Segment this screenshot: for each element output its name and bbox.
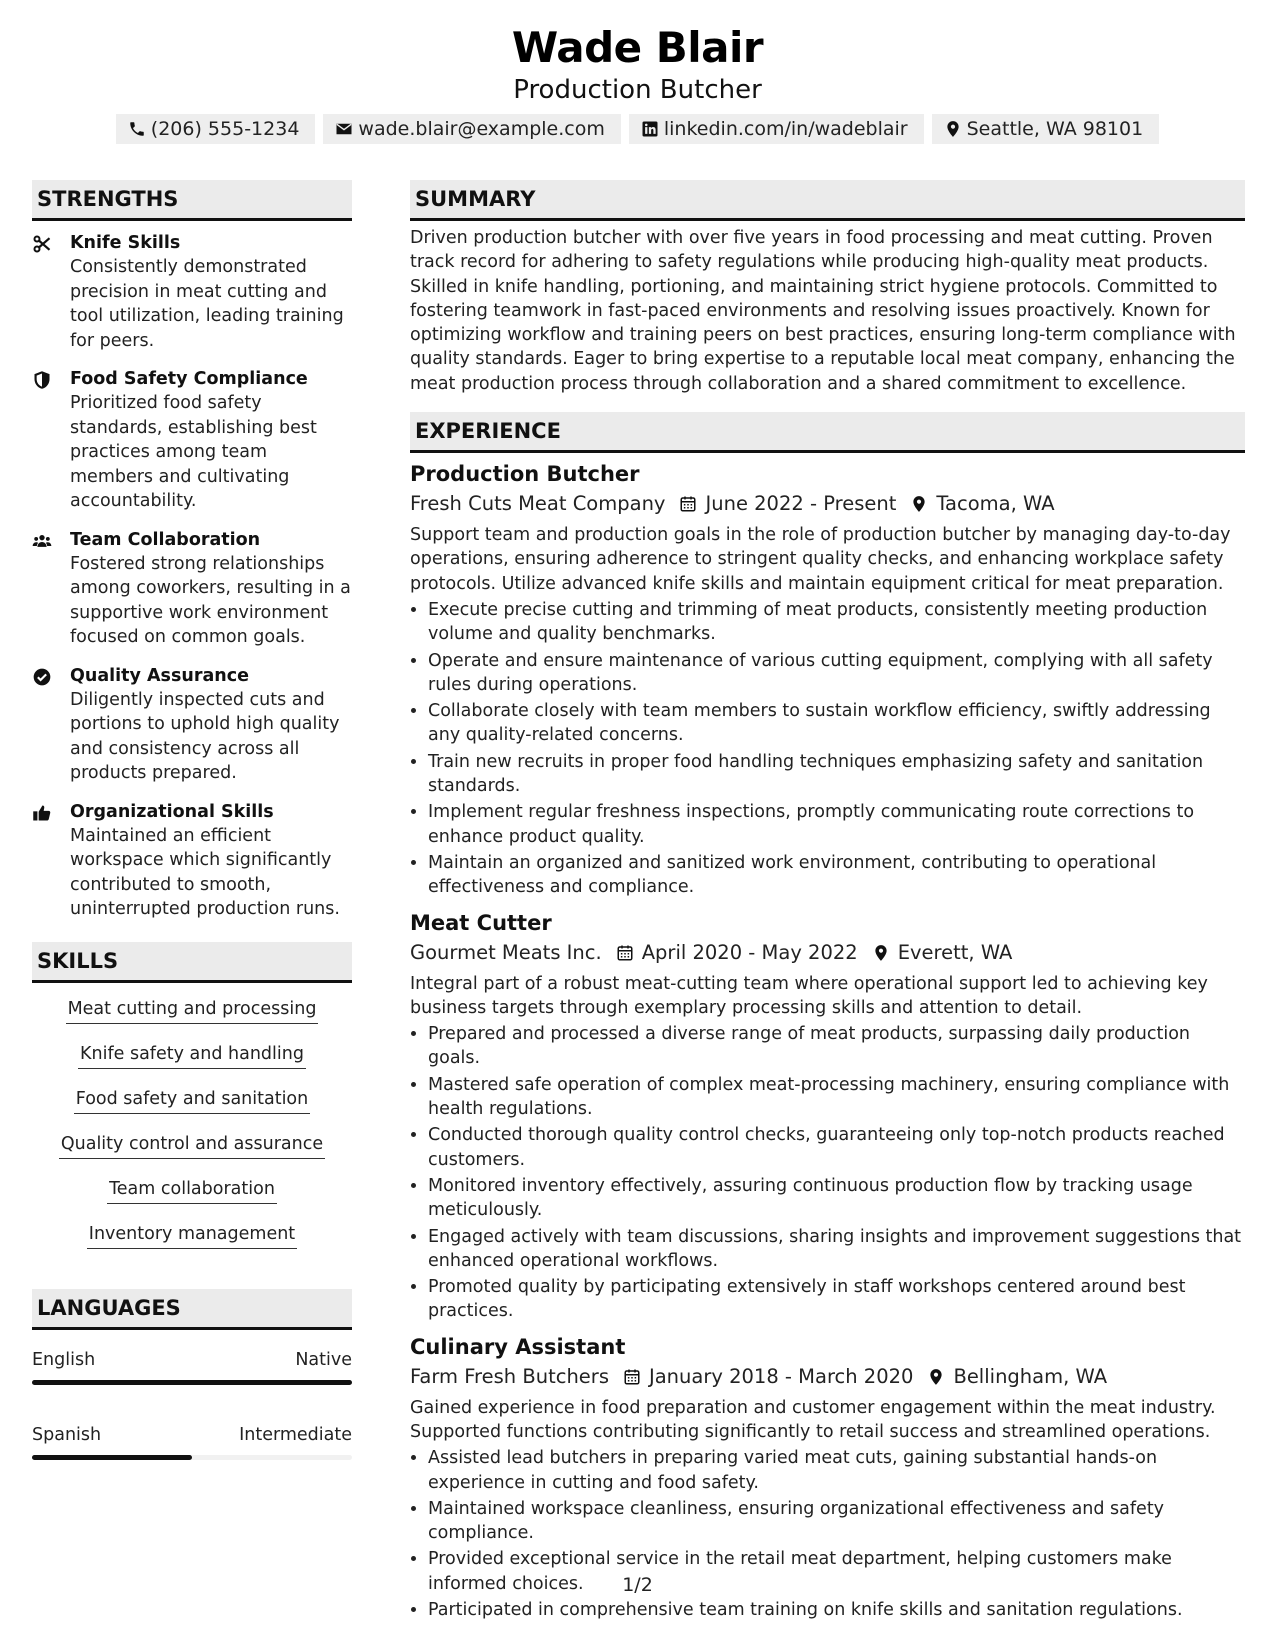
linkedin-icon: [641, 120, 659, 138]
job-meta: [410, 489, 1245, 519]
job-bullet: • Provided exceptional service in the retail meat department, helping customers make informed choices.: [428, 1547, 1245, 1596]
job-bullet: • Engaged actively with team discussions, sharing insights and improvement suggestions that enhanced operational workflows.: [428, 1225, 1245, 1274]
resume-header: [0, 22, 1275, 144]
phone-icon: [128, 120, 146, 138]
map-pin-icon: [910, 495, 928, 513]
job-title: Culinary Assistant: [410, 1334, 626, 1359]
shield-icon: [32, 370, 52, 390]
strength-item: [32, 367, 352, 514]
thumbs-up-icon: [32, 803, 52, 823]
skill-tag: Quality control and assurance: [59, 1132, 325, 1159]
strength-item: [32, 664, 352, 786]
job-location: Everett, WA: [897, 940, 1013, 964]
strength-title: Quality Assurance: [70, 665, 249, 686]
strengths-heading: STRENGTHS: [32, 180, 352, 221]
language-proficiency-bar: [32, 1455, 352, 1460]
language-proficiency-bar: [32, 1380, 352, 1385]
languages-list: [32, 1348, 352, 1460]
skill-tag: Food safety and sanitation: [74, 1087, 310, 1114]
skill-tag: Knife safety and handling: [78, 1042, 306, 1069]
job-description: Support team and production goals in the role of production butcher by managing day-to-day operations, ensuring adherence to stringent quality checks, and enhancing workplace safety protocols. Utilize advanced knife skills and maintain equipment critical for meat preparation.: [410, 525, 1231, 594]
job-dates: June 2022 - Present: [705, 492, 897, 516]
strength-title: Team Collaboration: [70, 529, 261, 550]
skill-tag: Inventory management: [87, 1222, 297, 1249]
left-column: [32, 180, 352, 1498]
map-pin-icon: [872, 944, 890, 962]
right-column: [410, 180, 1245, 1630]
job-bullet: • Participated in comprehensive team training on knife skills and sanitation regulations.: [428, 1598, 1245, 1622]
summary-heading: SUMMARY: [410, 180, 1245, 221]
job-bullet: • Promoted quality by participating extensively in staff workshops centered around best practices.: [428, 1275, 1245, 1324]
job-company: Farm Fresh Butchers: [410, 1364, 609, 1388]
contact-email-text: wade.blair@example.com: [358, 118, 605, 140]
calendar-icon: [679, 495, 697, 513]
map-pin-icon: [944, 120, 962, 138]
strength-title: Knife Skills: [70, 233, 181, 253]
skill-tag: Meat cutting and processing: [66, 997, 319, 1024]
strength-item: [32, 231, 352, 353]
strength-desc: Prioritized food safety standards, establishing best practices among team members and cultivating accountability.: [70, 393, 317, 511]
language-name: English: [32, 1349, 96, 1370]
strength-desc: Fostered strong relationships among coworkers, resulting in a supportive work environment focused on common goals.: [70, 553, 351, 647]
job-dates: January 2018 - March 2020: [648, 1364, 914, 1388]
job-bullet: • Mastered safe operation of complex meat-processing machinery, ensuring compliance with health regulations.: [428, 1073, 1245, 1122]
job-bullet: • Maintained workspace cleanliness, ensuring organizational effectiveness and safety compliance.: [428, 1497, 1245, 1546]
job-bullet: • Execute precise cutting and trimming of meat products, consistently meeting production volume and quality benchmarks.: [428, 598, 1245, 647]
job-bullet: • Implement regular freshness inspections, promptly communicating route corrections to enhance product quality.: [428, 800, 1245, 849]
job-entry: [410, 908, 1245, 1324]
contact-location: [932, 114, 1160, 144]
job-description: Gained experience in food preparation and customer engagement within the meat industry. Supported functions contributing significantly to retail success and streamlined operations.: [410, 1397, 1216, 1442]
job-bullet: • Conducted thorough quality control checks, guaranteeing only top-notch products reached customers.: [428, 1123, 1245, 1172]
experience-heading: EXPERIENCE: [410, 412, 1245, 453]
page-number: 1/2: [622, 1574, 653, 1596]
languages-heading: LANGUAGES: [32, 1289, 352, 1330]
language-item: [32, 1423, 352, 1447]
calendar-icon: [616, 944, 634, 962]
strength-title: Organizational Skills: [70, 801, 274, 822]
strength-desc: Consistently demonstrated precision in meat cutting and tool utilization, leading training for peers.: [70, 257, 344, 351]
job-bullet: • Maintain an organized and sanitized work environment, contributing to operational effectiveness and compliance.: [428, 851, 1245, 900]
candidate-title: Production Butcher: [513, 75, 762, 105]
strength-item: [32, 528, 352, 650]
skills-list: [32, 997, 352, 1267]
job-meta: [410, 938, 1245, 968]
map-pin-icon: [927, 1368, 945, 1386]
job-description: Integral part of a robust meat-cutting team where operational support led to achieving key business targets through exemplary processing skills and attention to detail.: [410, 973, 1208, 1018]
strength-desc: Maintained an efficient workspace which significantly contributed to smooth, uninterrupted production runs.: [70, 825, 340, 919]
scissors-icon: [32, 234, 52, 254]
envelope-icon: [335, 120, 353, 138]
strength-desc: Diligently inspected cuts and portions to uphold high quality and consistency across all products prepared.: [70, 689, 340, 783]
contact-linkedin[interactable]: [629, 114, 924, 144]
calendar-icon: [623, 1368, 641, 1386]
job-entry: [410, 459, 1245, 899]
job-title: Meat Cutter: [410, 910, 552, 935]
job-location: Tacoma, WA: [936, 492, 1055, 516]
skill-tag: Team collaboration: [107, 1177, 277, 1204]
language-proficiency-fill: [32, 1380, 352, 1385]
job-company: Fresh Cuts Meat Company: [410, 492, 666, 516]
job-meta: [410, 1362, 1245, 1392]
strength-title: Food Safety Compliance: [70, 369, 308, 389]
strengths-list: [32, 231, 352, 922]
job-dates: April 2020 - May 2022: [641, 940, 858, 964]
contact-email[interactable]: [323, 114, 620, 144]
job-title: Production Butcher: [410, 462, 640, 487]
skills-heading: SKILLS: [32, 942, 352, 983]
job-company: Gourmet Meats Inc.: [410, 940, 602, 964]
language-item: [32, 1348, 352, 1372]
contact-location-text: Seattle, WA 98101: [966, 118, 1144, 140]
candidate-name: Wade Blair: [511, 23, 764, 72]
language-name: Spanish: [32, 1424, 102, 1445]
job-bullet: • Operate and ensure maintenance of various cutting equipment, complying with all safety rules during operations.: [428, 649, 1245, 698]
summary-text: Driven production butcher with over five years in food processing and meat cutting. Proven track record for adhering to safety regulations while producing high-quality meat products. Skilled in knife handling, portioning, and maintaining strict hygiene protocols. Committed to fostering teamwork in fast-paced environments and resolving issues proactively. Known for optimizing workflow and training peers on best practices, ensuring long-term compliance with quality standards. Eager to bring expertise to a reputable local meat company, enhancing the meat production process through collaboration and a shared commitment to excellence.: [410, 228, 1236, 394]
job-bullets: [410, 598, 1245, 900]
users-icon: [32, 531, 52, 551]
job-bullet: • Collaborate closely with team members to sustain workflow efficiency, swiftly addressing any quality-related concerns.: [428, 699, 1245, 748]
job-bullet: • Assisted lead butchers in preparing varied meat cuts, gaining substantial hands-on experience in cutting and food safety.: [428, 1446, 1245, 1495]
job-bullets: [410, 1022, 1245, 1324]
contact-phone-text: (206) 555-1234: [150, 118, 300, 140]
language-proficiency-fill: [32, 1455, 192, 1460]
contact-bar: [0, 114, 1275, 144]
contact-phone[interactable]: [116, 114, 316, 144]
job-bullet: • Prepared and processed a diverse range of meat products, surpassing daily production goals.: [428, 1022, 1245, 1071]
job-location: Bellingham, WA: [953, 1364, 1108, 1388]
language-level: Native: [295, 1349, 352, 1370]
strength-item: [32, 800, 352, 922]
contact-linkedin-text: linkedin.com/in/wadeblair: [663, 118, 908, 140]
language-level: Intermediate: [239, 1424, 352, 1445]
job-bullet: • Train new recruits in proper food handling techniques emphasizing safety and sanitation standards.: [428, 750, 1245, 799]
check-circle-icon: [32, 667, 52, 687]
job-bullet: • Monitored inventory effectively, assuring continuous production flow by tracking usage meticulously.: [428, 1174, 1245, 1223]
